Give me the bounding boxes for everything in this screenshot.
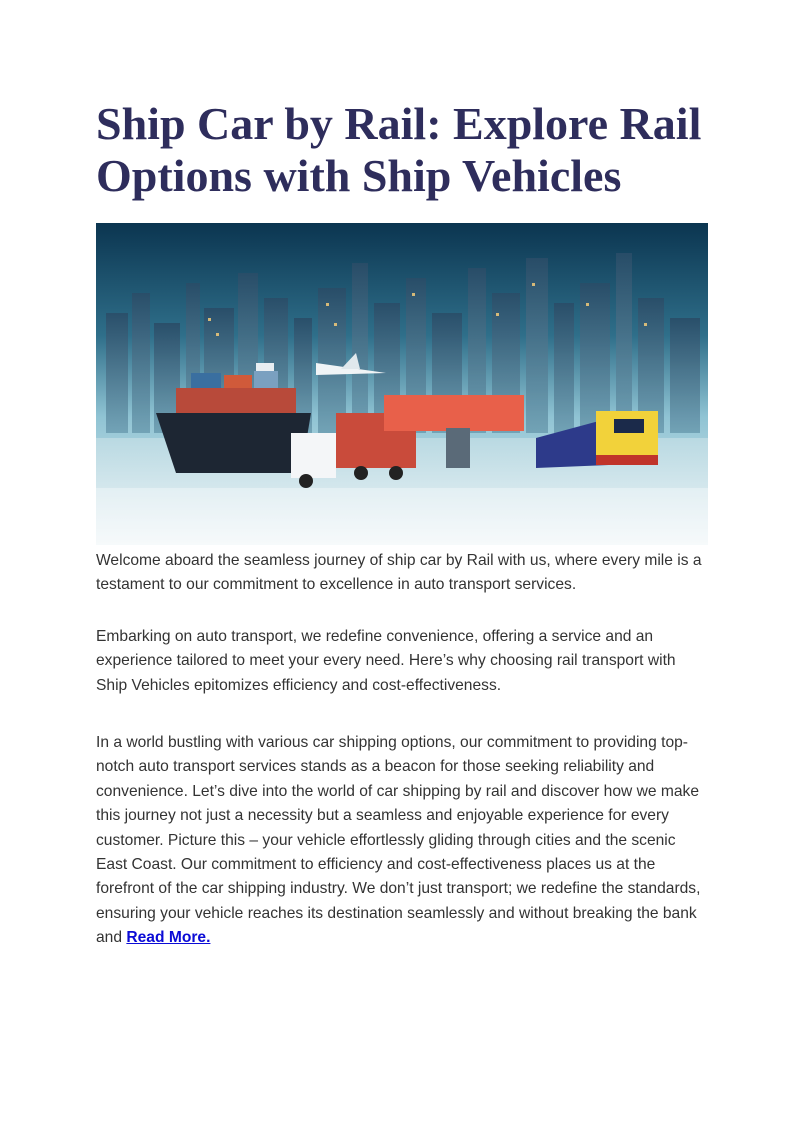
hero-image	[96, 223, 708, 545]
read-more-link[interactable]: Read More.	[126, 929, 211, 947]
convenience-paragraph: Embarking on auto transport, we redefine convenience, offering a service and an experience tailored to meet your every need. Here’s why choosing rail transport with Ship Vehicles epitomizes efficiency and cost-effectiveness.	[96, 628, 676, 694]
details-paragraph	[96, 731, 708, 951]
page-title: Ship Car by Rail: Explore Rail Options with Ship Vehicles	[96, 98, 702, 201]
intro-paragraph: Welcome aboard the seamless journey of ship car by Rail with us, where every mile is a testament to our commitment to excellence in auto transport services.	[96, 552, 702, 594]
details-paragraph-text: In a world bustling with various car shipping options, our commitment to providing top-notch auto transport services stands as a beacon for those seeking reliability and convenience. Let’s dive into the world of car shipping by rail and discover how we make this journey not just a necessity but a seamless and enjoyable experience for every customer. Picture this – your vehicle effortlessly gliding through cities and the scenic East Coast. Our commitment to efficiency and cost-effectiveness places us at the forefront of the car shipping industry. We don’t just transport; we redefine the standards, ensuring your vehicle reaches its destination seamlessly and without breaking the bank and	[96, 734, 701, 947]
